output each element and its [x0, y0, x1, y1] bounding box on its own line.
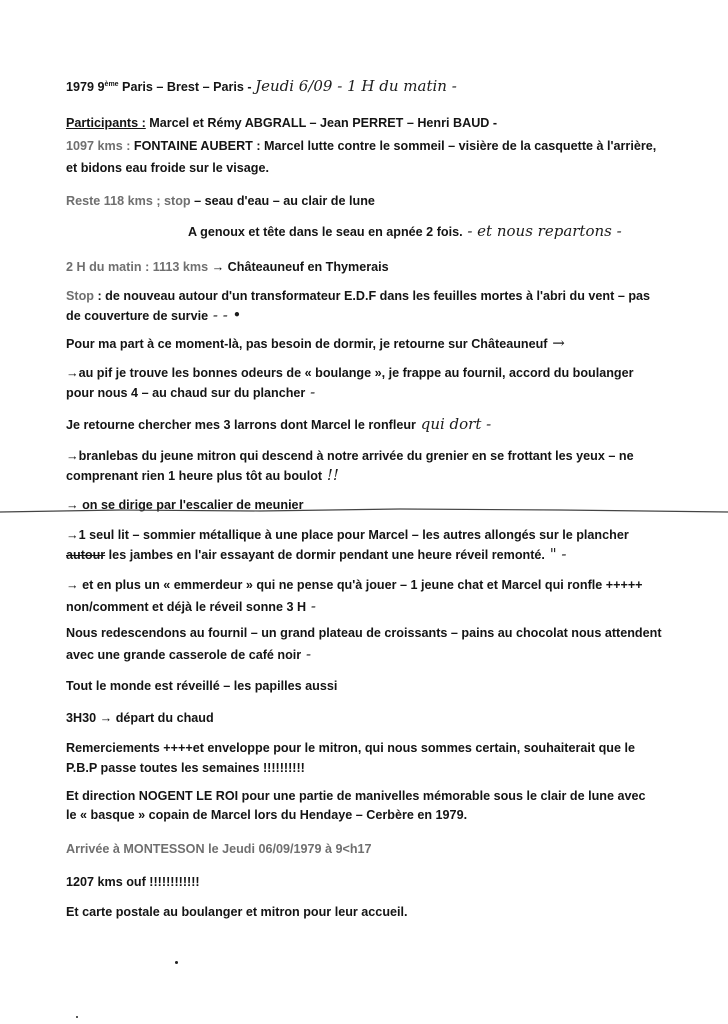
p5-mark: - - • [208, 306, 242, 324]
p11-mark: " - [544, 545, 567, 563]
heading-year: 1979 [66, 80, 95, 95]
paragraph-13-line-1 [66, 624, 708, 642]
p1-place: FONTAINE AUBERT [133, 139, 253, 153]
paragraph-3 [188, 222, 708, 241]
paragraph-5-line-2 [66, 306, 708, 325]
p7-mark: - [305, 383, 316, 401]
p2-lead: Reste 118 kms ; stop [66, 194, 191, 208]
p18-text: Arrivée à MONTESSON le Jeudi 06/09/1979 à 9<h17 [66, 842, 372, 856]
p1-text-2: et bidons eau froide sur le visage. [66, 161, 269, 175]
p12-mark: - [306, 597, 316, 615]
p20-text: Et carte postale au boulanger et mitron pour leur accueil. [66, 905, 408, 919]
p16-text-2: P.B.P passe toutes les semaines !!!!!!!!!! [66, 761, 305, 775]
paragraph-16-line-2 [66, 759, 708, 777]
participants-label: Participants : [66, 116, 146, 130]
arrow-icon: → [211, 260, 225, 274]
paragraph-2 [66, 192, 708, 210]
paragraph-14 [66, 677, 708, 695]
p17-text-2: le « basque » copain de Marcel lors du Hendaye – Cerbère en 1979. [66, 808, 468, 822]
paragraph-12-line-1 [66, 576, 708, 594]
p12-text: → et en plus un « emmerdeur » qui ne pense qu'à jouer – 1 jeune chat et Marcel qui ronfle +++++ [66, 578, 643, 592]
p1-text: : Marcel lutte contre le sommeil – visière de la casquette à l'arrière, [252, 139, 657, 153]
paragraph-9-line-2 [66, 466, 708, 485]
paragraph-16-line-1 [66, 739, 708, 757]
p2-text: – seau d'eau – au clair de lune [190, 194, 375, 208]
p19-text: 1207 kms ouf !!!!!!!!!!!! [66, 875, 200, 889]
paragraph-17-line-1 [66, 787, 708, 805]
p1-lead: 1097 kms : [66, 139, 134, 153]
paragraph-13-line-2 [66, 645, 708, 664]
participants-names: Marcel et Rémy ABGRALL – Jean PERRET – Henri BAUD - [145, 116, 498, 130]
heading-handwritten-note: Jeudi 6/09 - 1 H du matin - [255, 77, 457, 96]
paragraph-1-line-2 [66, 159, 708, 177]
p17-text: Et direction NOGENT LE ROI pour une partie de manivelles mémorable sous le clair de lune avec [66, 789, 646, 803]
p6-text: Pour ma part à ce moment-là, pas besoin de dormir, je retourne sur Châteauneuf [66, 337, 548, 351]
paragraph-15 [66, 709, 708, 727]
paragraph-18 [66, 840, 708, 858]
paragraph-11-line-2 [66, 545, 708, 564]
p14-text: Tout le monde est réveillé – les papilles aussi [66, 679, 338, 693]
participants-line [66, 114, 708, 132]
p15-text: 3H30 → départ du chaud [66, 711, 214, 725]
p5-text-2: de couverture de survie [66, 309, 209, 323]
p5-text: : de nouveau autour d'un transformateur E.D.F dans les feuilles mortes à l'abri du vent – pas [93, 289, 651, 303]
page-tear-line [0, 500, 728, 520]
paragraph-6 [66, 334, 708, 353]
p4-text: Châteauneuf en Thymerais [224, 260, 389, 274]
paragraph-4 [66, 258, 708, 276]
p12-text-2: non/comment et déjà le réveil sonne 3 H [66, 600, 307, 614]
paragraph-1-line-1 [66, 137, 708, 155]
p7-text: →au pif je trouve les bonnes odeurs de « boulange », je frappe au fournil, accord du boulanger [66, 366, 634, 380]
p8-text: Je retourne chercher mes 3 larrons dont Marcel le ronfleur [66, 418, 416, 432]
p3-text: A genoux et tête dans le seau en apnée 2 fois. [188, 225, 463, 239]
ink-speck [76, 1016, 78, 1018]
heading-ordinal: 9 [97, 80, 105, 95]
p3-handwritten-note: - et nous repartons - [462, 222, 622, 240]
paragraph-11-line-1 [66, 526, 708, 544]
p13-mark: - [301, 645, 312, 663]
p11-text-2: les jambes en l'air essayant de dormir pendant une heure réveil remonté. [105, 548, 545, 562]
p9-text: →branlebas du jeune mitron qui descend à notre arrivée du grenier en se frottant les yeux – ne [66, 449, 634, 463]
paragraph-19 [66, 873, 708, 891]
paragraph-12-line-2 [66, 597, 708, 616]
p9-text-2: comprenant rien 1 heure plus tôt au boulot [66, 469, 323, 483]
p7-text-2: pour nous 4 – au chaud sur du plancher [66, 386, 306, 400]
p16-text: Remerciements ++++et enveloppe pour le mitron, qui nous sommes certain, souhaiterait que le [66, 741, 635, 755]
p11-struck-word: autour [66, 548, 106, 562]
p9-mark: !! [322, 466, 339, 484]
p13-text: Nous redescendons au fournil – un grand plateau de croissants – pains au chocolat nous attendent [66, 626, 662, 640]
paragraph-9-line-1 [66, 447, 708, 465]
p10-text: → on se dirige par l'escalier de meunier [66, 498, 304, 512]
paragraph-20 [66, 903, 708, 921]
heading-line [66, 76, 708, 96]
p6-mark: → [547, 334, 565, 352]
paragraph-7-line-1 [66, 364, 708, 382]
paragraph-5-line-1 [66, 287, 708, 305]
paragraph-8 [66, 415, 708, 434]
p4-lead: 2 H du matin : 1113 kms [66, 260, 212, 274]
p11-text: →1 seul lit – sommier métallique à une place pour Marcel – les autres allongés sur le plancher [66, 528, 629, 542]
p8-handwritten-note: qui dort - [415, 415, 492, 433]
heading-route: Paris – Brest – Paris - [118, 80, 252, 95]
paragraph-7-line-2 [66, 383, 708, 402]
p13-text-2: avec une grande casserole de café noir [66, 648, 302, 662]
heading-ordinal-sup: ème [104, 81, 119, 88]
ink-speck [175, 961, 178, 964]
paragraph-17-line-2 [66, 806, 708, 824]
p5-lead: Stop [66, 289, 94, 303]
